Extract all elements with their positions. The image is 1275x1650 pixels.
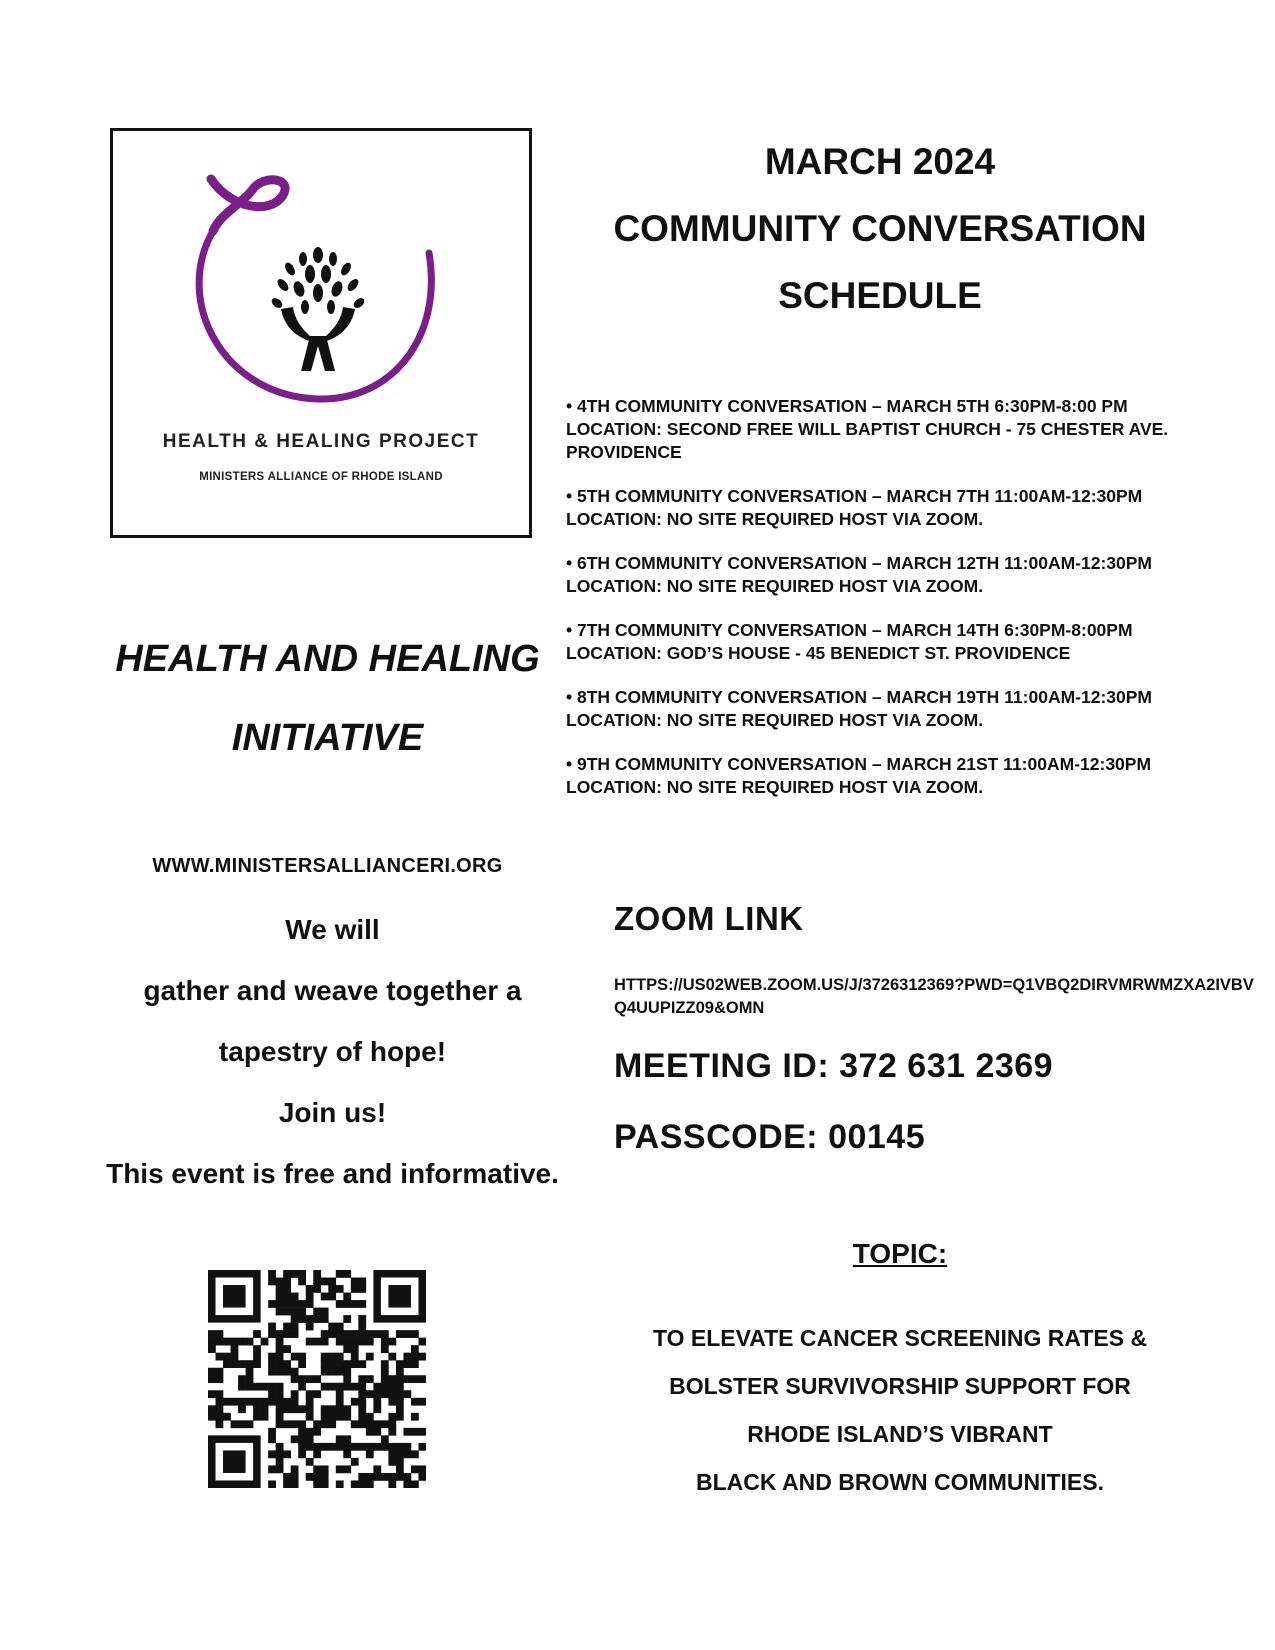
logo-title: HEALTH & HEALING PROJECT <box>162 431 480 452</box>
event-location: LOCATION: NO SITE REQUIRED HOST VIA ZOOM. <box>566 509 984 529</box>
title-line: SCHEDULE <box>778 275 982 316</box>
topic-line: BOLSTER SURVIVORSHIP SUPPORT FOR <box>669 1373 1131 1399</box>
initiative-line: INITIATIVE <box>231 717 424 759</box>
event-title: • 5TH COMMUNITY CONVERSATION – MARCH 7TH 11:00AM-12:30PM <box>566 486 1143 506</box>
zoom-heading: ZOOM LINK <box>614 900 804 937</box>
qr-code-icon[interactable] <box>208 1270 426 1488</box>
topic-label-wrap <box>600 1238 1200 1270</box>
title-line: COMMUNITY CONVERSATION <box>613 208 1147 249</box>
schedule-item <box>566 686 1216 732</box>
meeting-id: MEETING ID: 372 631 2369 <box>614 1047 1054 1085</box>
schedule-item <box>566 395 1216 464</box>
message-line: tapestry of hope! <box>218 1036 447 1067</box>
topic-line: BLACK AND BROWN COMMUNITIES. <box>695 1469 1104 1495</box>
event-location: LOCATION: SECOND FREE WILL BAPTIST CHURCH - 75 CHESTER AVE. PROVIDENCE <box>566 419 1169 462</box>
topic-description <box>600 1320 1200 1512</box>
page-title <box>560 128 1200 329</box>
website-link[interactable]: WWW.MINISTERSALLIANCERI.ORG <box>152 855 503 877</box>
message-line: Join us! <box>278 1097 387 1128</box>
topic-label: TOPIC: <box>852 1238 948 1269</box>
logo-subtitle: MINISTERS ALLIANCE OF RHODE ISLAND <box>199 471 443 483</box>
event-location: LOCATION: NO SITE REQUIRED HOST VIA ZOOM. <box>566 710 984 730</box>
event-title: • 4TH COMMUNITY CONVERSATION – MARCH 5TH 6:30PM-8:00 PM <box>566 396 1128 416</box>
schedule-item <box>566 552 1216 598</box>
topic-line: RHODE ISLAND’S VIBRANT <box>747 1421 1053 1447</box>
initiative-heading <box>90 620 565 778</box>
title-line: MARCH 2024 <box>764 141 996 182</box>
schedule-item <box>566 753 1216 799</box>
zoom-link[interactable]: HTTPS://US02WEB.ZOOM.US/J/3726312369?PWD=Q1VBQ2DIRVMRWMZXA2IVBVQ4UUPIZZ09&OMN <box>614 976 1254 1017</box>
event-title: • 6TH COMMUNITY CONVERSATION – MARCH 12TH 11:00AM-12:30PM <box>566 553 1152 573</box>
initiative-line: HEALTH AND HEALING <box>115 638 540 680</box>
passcode: PASSCODE: 00145 <box>614 1118 926 1156</box>
invitation-message <box>70 906 595 1211</box>
logo <box>110 128 532 538</box>
event-location: LOCATION: NO SITE REQUIRED HOST VIA ZOOM. <box>566 777 984 797</box>
schedule-item <box>566 485 1216 531</box>
message-line: We will <box>285 914 380 945</box>
schedule-list <box>566 395 1216 820</box>
event-title: • 9TH COMMUNITY CONVERSATION – MARCH 21ST 11:00AM-12:30PM <box>566 754 1152 774</box>
message-line: This event is free and informative. <box>106 1158 559 1189</box>
topic-line: TO ELEVATE CANCER SCREENING RATES & <box>652 1325 1148 1351</box>
event-location: LOCATION: GOD’S HOUSE - 45 BENEDICT ST. PROVIDENCE <box>566 643 1071 663</box>
message-line: gather and weave together a <box>143 975 522 1006</box>
event-title: • 7TH COMMUNITY CONVERSATION – MARCH 14TH 6:30PM-8:00PM <box>566 620 1133 640</box>
event-location: LOCATION: NO SITE REQUIRED HOST VIA ZOOM. <box>566 576 984 596</box>
event-title: • 8TH COMMUNITY CONVERSATION – MARCH 19TH 11:00AM-12:30PM <box>566 687 1152 707</box>
schedule-item <box>566 619 1216 665</box>
